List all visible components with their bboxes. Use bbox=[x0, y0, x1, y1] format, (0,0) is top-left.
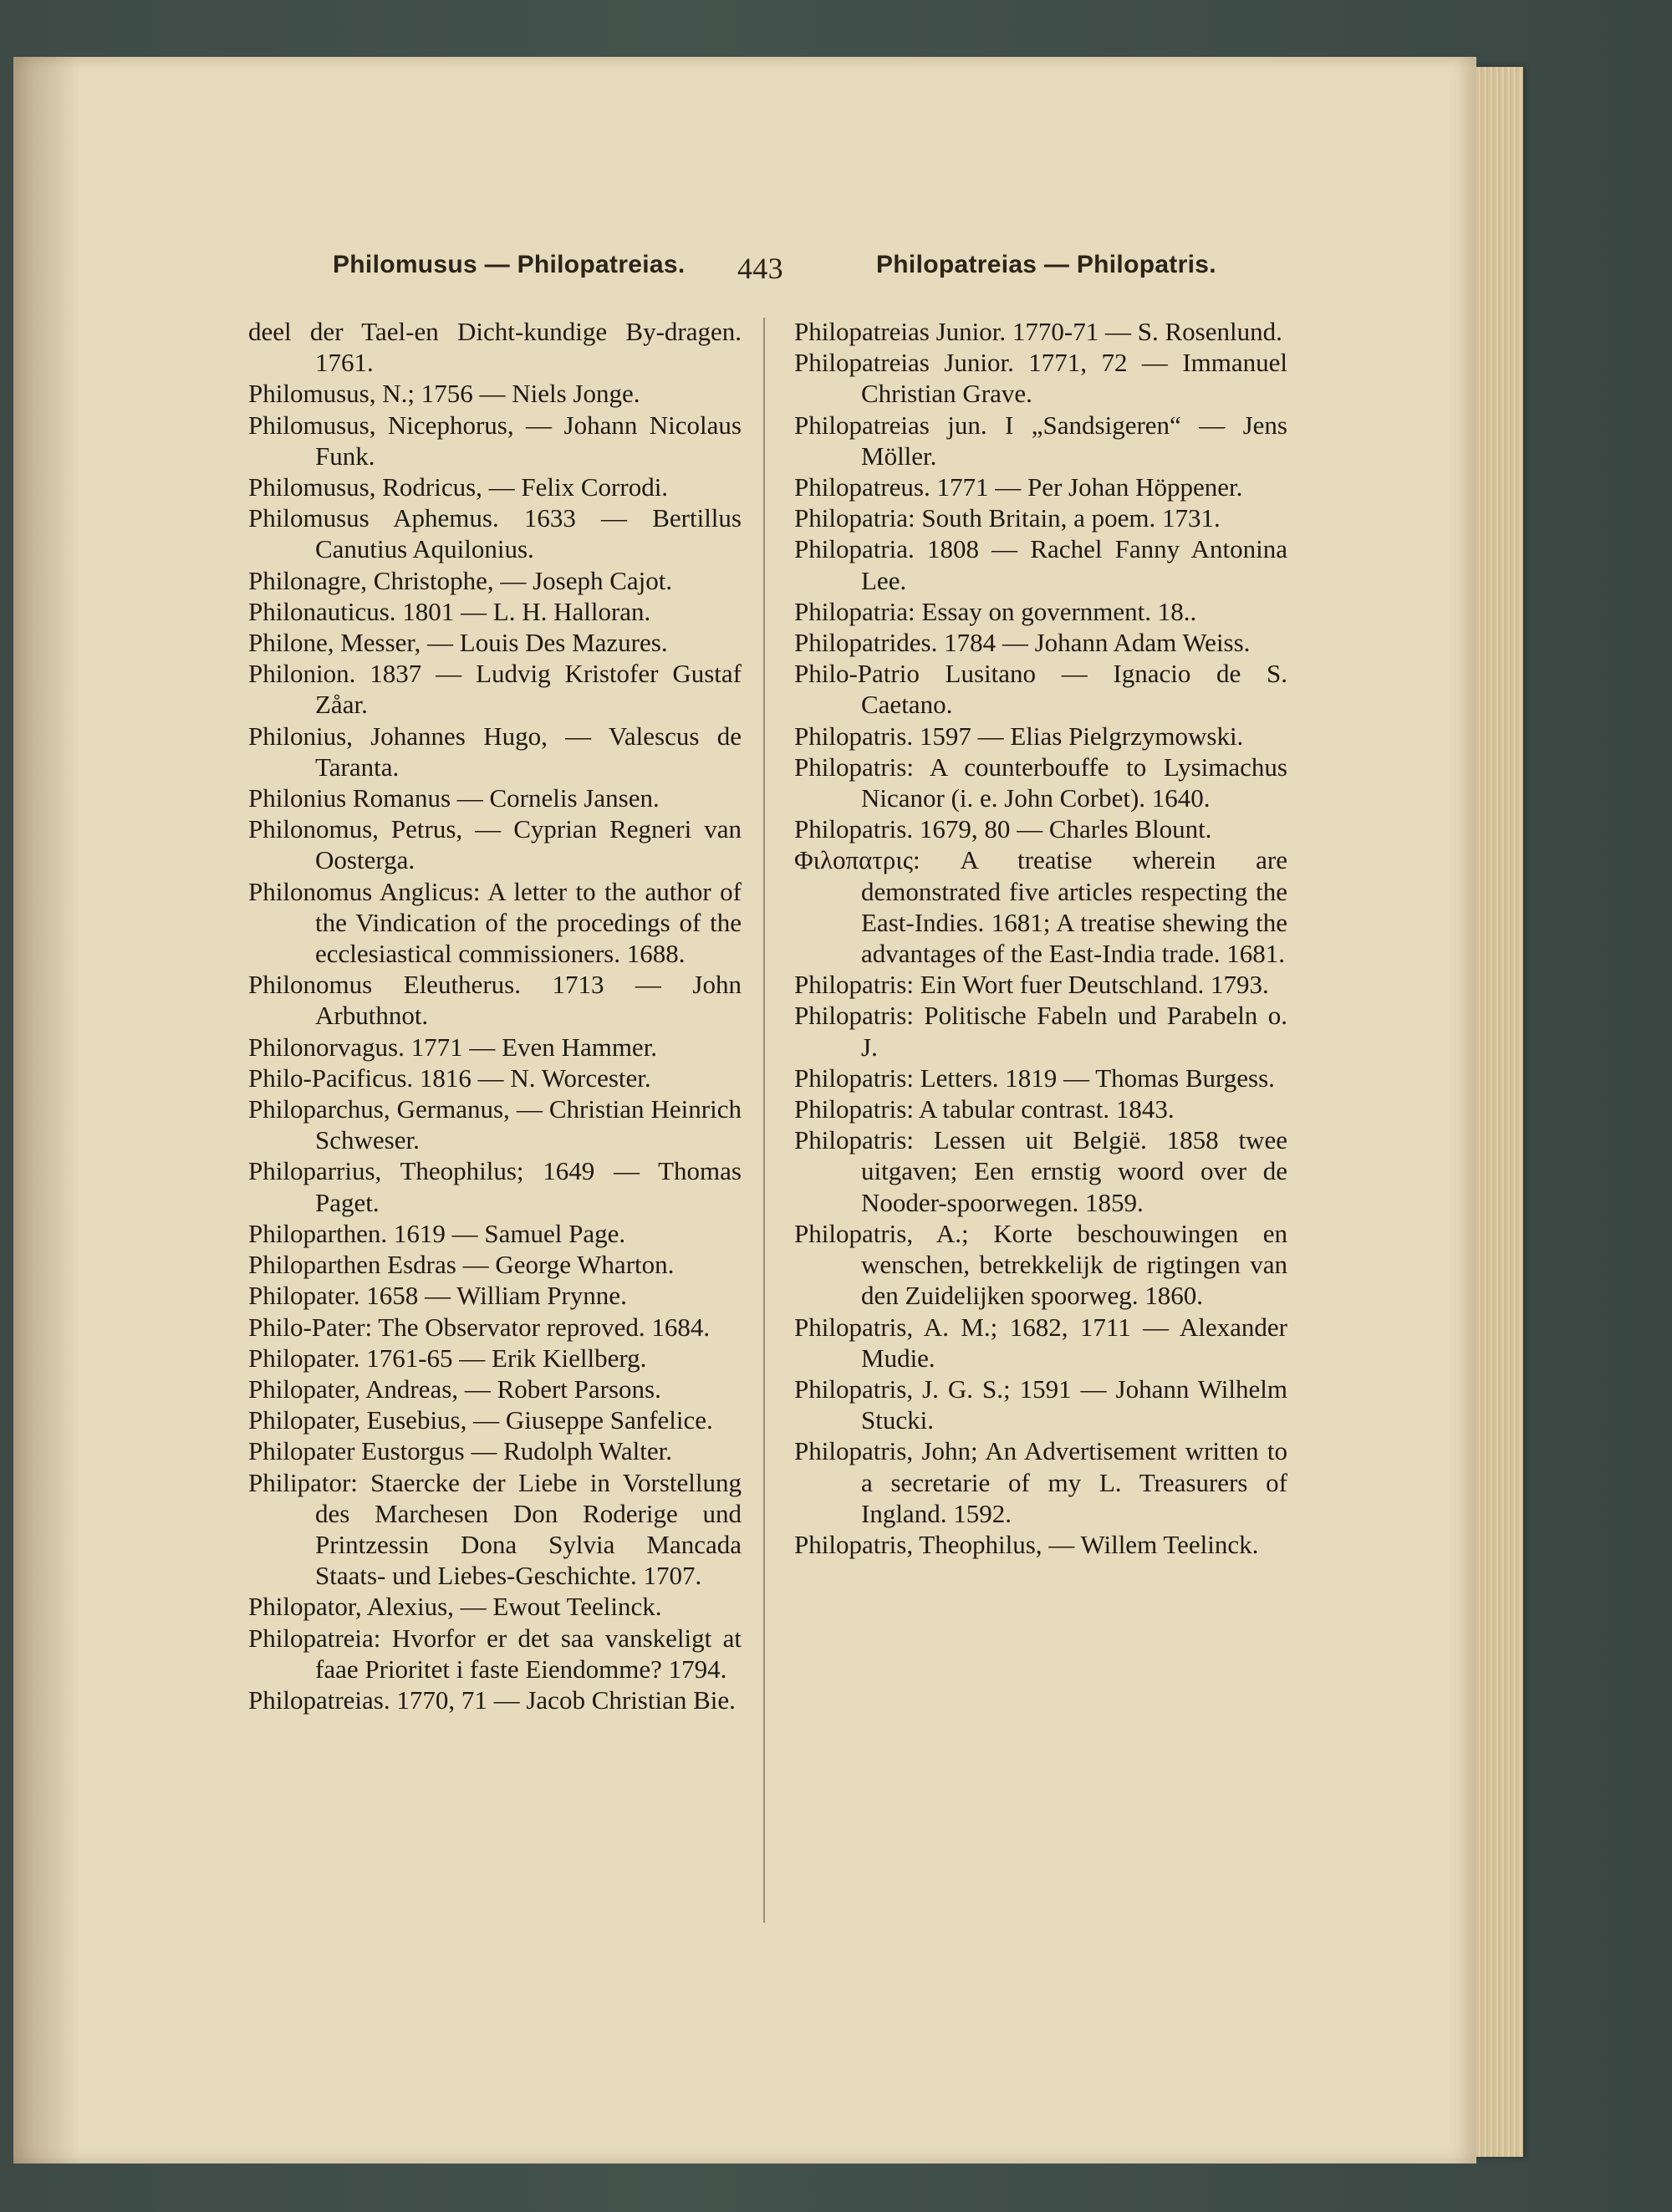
entry: Philopatris, A.; Korte beschouwingen en wenschen, betrekkelijk de rigtingen van den Zuidelijken spoorweg. 1860. bbox=[794, 1218, 1287, 1311]
running-head-left: Philomusus — Philopatreias. bbox=[333, 251, 686, 278]
entry: Philopatria: South Britain, a poem. 1731. bbox=[794, 503, 1221, 533]
entry: Philo-Pater: The Observator reproved. 1684. bbox=[248, 1312, 711, 1342]
entry: Philopatris. 1679, 80 — Charles Blount. bbox=[794, 814, 1212, 844]
entry: Philopatris: Ein Wort fuer Deutschland. 1793. bbox=[794, 970, 1269, 1000]
entry: Philonomus, Petrus, — Cyprian Regneri van Oosterga. bbox=[248, 814, 742, 875]
entry: Philomusus, Nicephorus, — Johann Nicolaus Funk. bbox=[248, 410, 742, 471]
entry: Philonorvagus. 1771 — Even Hammer. bbox=[248, 1032, 658, 1062]
entry: Φιλοπατρις: A treatise wherein are demonstrated five articles respecting the East-Indies. 1681; A treatise shewing the advantages of the East-India trade. 1681. bbox=[794, 845, 1287, 969]
entry: Philopatria: Essay on government. 18.. bbox=[794, 596, 1197, 626]
entry: Philonomus Eleutherus. 1713 — John Arbuthnot. bbox=[248, 970, 742, 1031]
entry: Philopater. 1658 — William Prynne. bbox=[248, 1281, 627, 1311]
entry: Philoparthen. 1619 — Samuel Page. bbox=[248, 1218, 626, 1248]
entry: Philopatreias jun. I „Sandsigeren“ — Jens Möller. bbox=[794, 410, 1287, 471]
entry: Philomusus Aphemus. 1633 — Bertillus Canutius Aquilonius. bbox=[248, 503, 742, 564]
entry: Philonomus Anglicus: A letter to the author of the Vindication of the procedings of the ecclesiastical commissioners. 1688. bbox=[248, 876, 742, 969]
entry: Philonius Romanus — Cornelis Jansen. bbox=[248, 783, 660, 813]
page-number: 443 bbox=[737, 252, 783, 285]
entry: Philopatris: A tabular contrast. 1843. bbox=[794, 1094, 1175, 1124]
entry: Philo-Patrio Lusitano — Ignacio de S. Caetano. bbox=[794, 659, 1287, 720]
entry: Philopater, Andreas, — Robert Parsons. bbox=[248, 1374, 661, 1404]
entry: Philopatreias. 1770, 71 — Jacob Christian Bie. bbox=[248, 1684, 736, 1715]
entry: Philoparrius, Theophilus; 1649 — Thomas Paget. bbox=[248, 1156, 742, 1217]
entry: Philopatreus. 1771 — Per Johan Höppener. bbox=[794, 472, 1243, 502]
entry: Philopatria. 1808 — Rachel Fanny Antonina Lee. bbox=[794, 534, 1287, 595]
entry: Philopatris: Letters. 1819 — Thomas Burgess. bbox=[794, 1063, 1275, 1093]
entry: Philopatris, J. G. S.; 1591 — Johann Wilhelm Stucki. bbox=[794, 1374, 1287, 1435]
entry: Philopater. 1761-65 — Erik Kiellberg. bbox=[248, 1343, 647, 1373]
entry: deel der Tael-en Dicht-kundige By-dragen. 1761. bbox=[248, 317, 742, 378]
entry: Philopatris, A. M.; 1682, 1711 — Alexander Mudie. bbox=[794, 1312, 1287, 1373]
entry: Philopater, Eusebius, — Giuseppe Sanfelice. bbox=[248, 1405, 713, 1435]
entry: Philo-Pacificus. 1816 — N. Worcester. bbox=[248, 1063, 651, 1093]
entry: Philopatris. 1597 — Elias Pielgrzymowski. bbox=[794, 721, 1244, 751]
entry: Philopator, Alexius, — Ewout Teelinck. bbox=[248, 1592, 662, 1622]
left-column bbox=[248, 316, 742, 1715]
entry: Philopatreias Junior. 1770-71 — S. Rosenlund. bbox=[794, 317, 1282, 346]
entry: Philopatris, John; An Advertisement written to a secretarie of my L. Treasurers of Ingland. 1592. bbox=[794, 1436, 1287, 1528]
gutter-shadow bbox=[13, 57, 80, 2164]
right-column bbox=[794, 316, 1287, 1560]
column-rule bbox=[763, 318, 765, 1923]
entry: Philopatreia: Hvorfor er det saa vanskeligt at faae Prioritet i faste Eiendomme? 1794. bbox=[248, 1623, 742, 1684]
entry: Philonagre, Christophe, — Joseph Cajot. bbox=[248, 565, 673, 595]
entry: Philoparchus, Germanus, — Christian Heinrich Schweser. bbox=[248, 1094, 742, 1155]
entry: Philopatrides. 1784 — Johann Adam Weiss. bbox=[794, 628, 1251, 658]
entry: Philopatreias Junior. 1771, 72 — Immanuel Christian Grave. bbox=[794, 348, 1287, 409]
entry: Philopater Eustorgus — Rudolph Walter. bbox=[248, 1436, 672, 1466]
entry: Philonion. 1837 — Ludvig Kristofer Gustaf Zåar. bbox=[248, 659, 742, 720]
entry: Philopatris, Theophilus, — Willem Teelinck. bbox=[794, 1529, 1259, 1559]
running-head-right: Philopatreias — Philopatris. bbox=[876, 251, 1216, 278]
entry: Philonius, Johannes Hugo, — Valescus de Taranta. bbox=[248, 721, 742, 782]
entry: Philonauticus. 1801 — L. H. Halloran. bbox=[248, 596, 651, 626]
entry: Philone, Messer, — Louis Des Mazures. bbox=[248, 628, 668, 658]
entry: Philopatris: A counterbouffe to Lysimachus Nicanor (i. e. John Corbet). 1640. bbox=[794, 752, 1287, 813]
entry: Philomusus, N.; 1756 — Niels Jonge. bbox=[248, 379, 640, 409]
page-edges bbox=[1471, 67, 1523, 2157]
entry: Philoparthen Esdras — George Wharton. bbox=[248, 1250, 675, 1280]
entry: Philomusus, Rodricus, — Felix Corrodi. bbox=[248, 472, 669, 502]
entry: Philipator: Staercke der Liebe in Vorstellung des Marchesen Don Roderige und Printzessin Dona Sylvia Mancada Staats- und Liebes-Geschichte. 1707. bbox=[248, 1467, 742, 1591]
entry: Philopatris: Politische Fabeln und Parabeln o. J. bbox=[794, 1001, 1287, 1062]
entry: Philopatris: Lessen uit België. 1858 twee uitgaven; Een ernstig woord over de Nooder-spoorwegen. 1859. bbox=[794, 1125, 1287, 1217]
